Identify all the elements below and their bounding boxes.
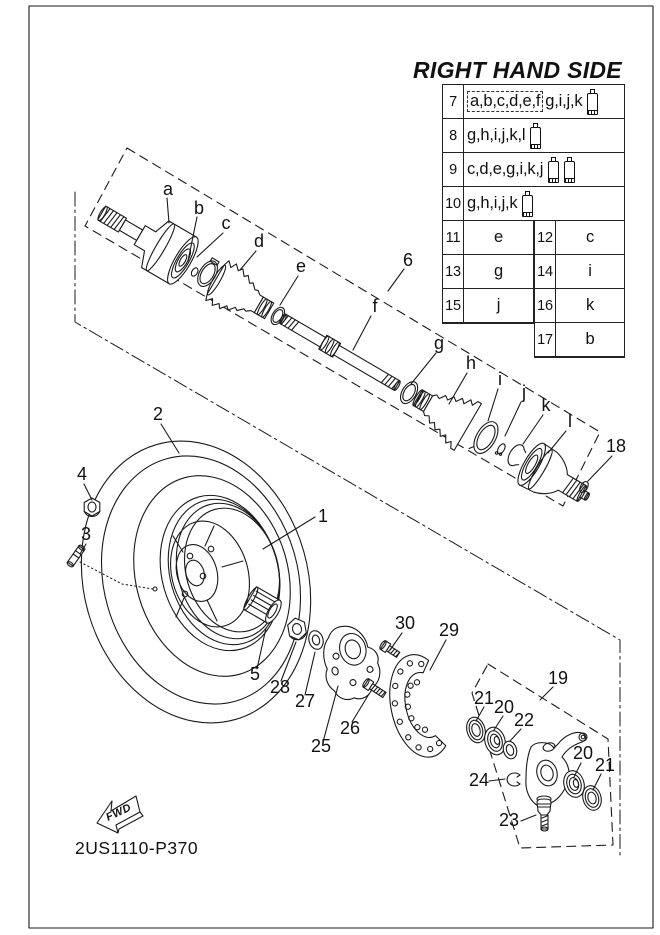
callout-21-right: 21	[594, 755, 616, 775]
drawing-number: 2US1110-P370	[75, 838, 199, 858]
page-title: RIGHT HAND SIDE	[413, 57, 622, 83]
outer-cv-joint-part	[513, 440, 600, 518]
table-row	[443, 221, 533, 255]
axle-shaft-part	[277, 311, 402, 393]
callout-i: i	[498, 369, 502, 389]
callout-23: 23	[498, 810, 520, 830]
grease-tube-icon	[587, 93, 598, 115]
fwd-arrow-label: FWD	[104, 801, 134, 824]
callout-k: k	[541, 395, 551, 415]
callout-20-right: 20	[572, 743, 594, 763]
inner-spline-shaft	[96, 205, 143, 242]
callout-j: j	[522, 382, 526, 402]
letter-cell: i	[588, 262, 592, 280]
letter-cell: b	[585, 330, 595, 348]
callout-29: 29	[438, 620, 460, 640]
reference-table-main	[442, 84, 625, 221]
ref-cell: 14	[535, 255, 556, 288]
ref-cell: 8	[443, 119, 464, 152]
grease-tube-icon	[564, 161, 575, 183]
letter-cell: g	[494, 262, 503, 280]
ball-joint-part	[537, 796, 551, 831]
letter-cell: c	[585, 228, 595, 246]
callout-25: 25	[310, 736, 332, 756]
callout-1: 1	[317, 506, 329, 526]
callout-4: 4	[76, 464, 88, 484]
reference-table-right	[534, 221, 625, 358]
ref-cell: 9	[443, 153, 464, 186]
callout-26: 26	[339, 718, 361, 738]
reference-table-left	[442, 221, 534, 324]
letter-cell: e	[494, 228, 503, 246]
table-row	[443, 187, 624, 221]
callout-e: e	[295, 256, 307, 276]
callout-22: 22	[513, 710, 535, 730]
ref-cell: 11	[443, 221, 464, 254]
callout-2: 2	[152, 404, 164, 424]
callout-h: h	[465, 353, 477, 373]
table-row	[443, 255, 533, 289]
ref-cell: 17	[535, 323, 556, 356]
ref-cell: 16	[535, 289, 556, 322]
hub-washer-part	[307, 629, 326, 651]
grease-tube-icon	[530, 127, 541, 149]
callout-18: 18	[605, 436, 627, 456]
group-cell	[464, 187, 624, 220]
callout-l: l	[568, 411, 572, 431]
table-row	[535, 323, 624, 357]
group-cell	[464, 153, 624, 186]
table-row	[443, 153, 624, 187]
callout-24: 24	[468, 770, 490, 790]
table-row	[535, 255, 624, 289]
group-letters: g,i,j,k	[545, 92, 583, 110]
ref-cell: 13	[443, 255, 464, 288]
callout-a: a	[162, 179, 174, 199]
ref-cell: 10	[443, 187, 464, 220]
table-row	[535, 221, 624, 255]
boxed-group: a,b,c,d,e,f	[467, 91, 543, 112]
callout-19: 19	[547, 668, 569, 688]
table-row	[443, 119, 624, 153]
ref-cell: 15	[443, 289, 464, 322]
callout-c: c	[221, 213, 231, 233]
callout-30: 30	[394, 613, 416, 633]
table-row	[443, 289, 533, 323]
axle-clip-part-j	[495, 442, 507, 456]
callout-20-left: 20	[493, 697, 515, 717]
table-row	[535, 289, 624, 323]
group-letters: g,h,i,j,k	[467, 194, 518, 212]
group-cell	[464, 119, 624, 152]
reference-table	[442, 84, 625, 358]
ref-cell: 7	[443, 85, 464, 118]
callout-28: 28	[269, 677, 291, 697]
inner-cv-joint-part	[126, 212, 203, 288]
callout-g: g	[433, 333, 445, 353]
ref-cell: 12	[535, 221, 556, 254]
circlip-part	[507, 773, 520, 786]
callout-3: 3	[80, 524, 92, 544]
callout-6: 6	[402, 250, 414, 270]
group-letters: c,d,e,g,i,k,j	[467, 160, 544, 178]
callout-d: d	[253, 231, 265, 251]
callout-5: 5	[249, 664, 261, 684]
callout-21-left: 21	[473, 688, 495, 708]
letter-cell: k	[585, 296, 595, 314]
guard-bolt-part	[379, 640, 401, 659]
table-row	[443, 85, 624, 119]
letter-cell: j	[496, 296, 501, 314]
callout-b: b	[193, 198, 205, 218]
callout-27: 27	[294, 691, 316, 711]
group-cell	[464, 85, 624, 118]
group-letters: g,h,i,j,k,l	[467, 126, 526, 144]
brake-disc-guard-part	[381, 652, 449, 763]
grease-tube-icon	[522, 195, 533, 217]
fwd-arrow	[97, 796, 143, 833]
grease-tube-icon	[548, 161, 559, 183]
callout-f: f	[372, 296, 378, 316]
